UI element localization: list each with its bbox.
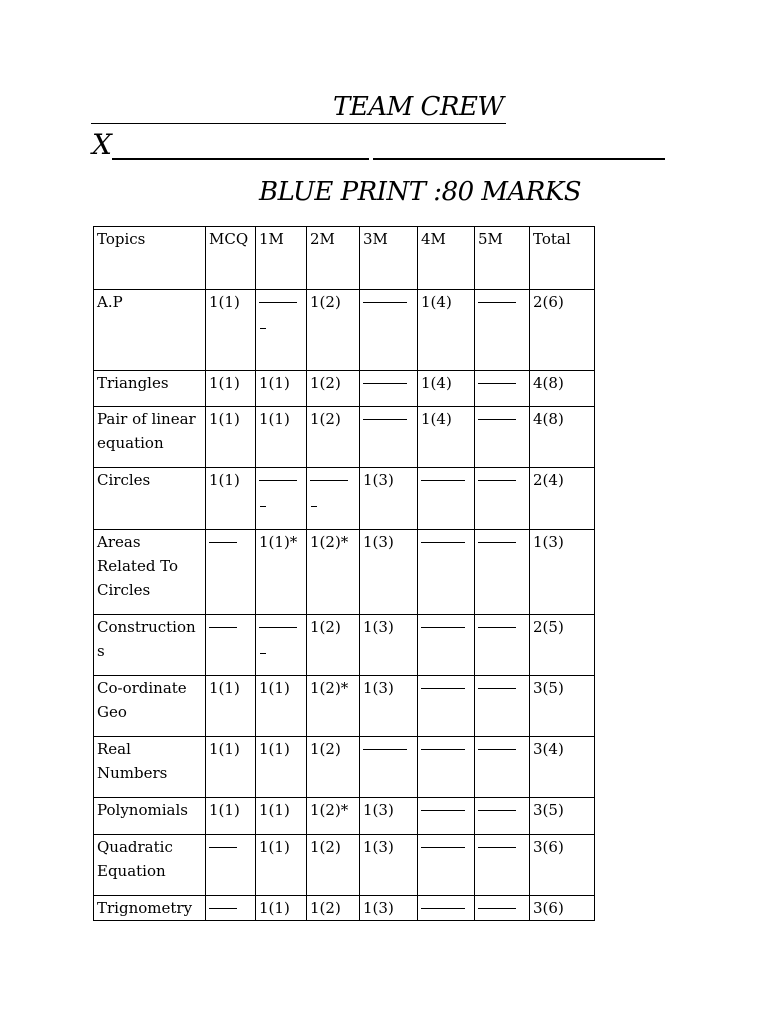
3m-cell: 1(3) <box>360 896 418 921</box>
topic-cell: Quadratic Equation <box>94 835 206 896</box>
total-cell: 3(5) <box>530 798 595 835</box>
blank-cell <box>475 835 530 896</box>
3m-cell: 1(3) <box>360 676 418 737</box>
title-underline <box>91 123 506 124</box>
1m-cell: 1(1) <box>256 676 307 737</box>
3m-cell: 1(3) <box>360 615 418 676</box>
blank-cell <box>256 468 307 530</box>
total-cell: 1(3) <box>530 530 595 615</box>
blank-cell <box>475 407 530 468</box>
mcq-cell: 1(1) <box>206 290 256 371</box>
table-row <box>94 798 595 835</box>
2m-cell: 1(2)* <box>307 530 360 615</box>
2m-cell: 1(2) <box>307 371 360 407</box>
table-row <box>94 615 595 676</box>
blank-cell <box>307 468 360 530</box>
blank-cell <box>475 676 530 737</box>
2m-cell: 1(2) <box>307 737 360 798</box>
2m-cell: 1(2) <box>307 835 360 896</box>
2m-cell: 1(2) <box>307 290 360 371</box>
blank-cell <box>256 615 307 676</box>
1m-cell: 1(1) <box>256 798 307 835</box>
1m-cell: 1(1)* <box>256 530 307 615</box>
total-cell: 2(6) <box>530 290 595 371</box>
topic-cell: Construction s <box>94 615 206 676</box>
table-row <box>94 737 595 798</box>
topic-cell: Co-ordinate Geo <box>94 676 206 737</box>
blank-cell <box>418 737 475 798</box>
blank-cell <box>418 676 475 737</box>
total-cell: 4(8) <box>530 371 595 407</box>
table-row <box>94 676 595 737</box>
blank-cell <box>475 615 530 676</box>
total-cell: 3(4) <box>530 737 595 798</box>
team-title: TEAM CREW <box>333 92 504 122</box>
table-row <box>94 530 595 615</box>
column-header: 5M <box>475 227 530 290</box>
table-header-row <box>94 227 595 290</box>
column-header: 1M <box>256 227 307 290</box>
mcq-cell: 1(1) <box>206 798 256 835</box>
4m-cell: 1(4) <box>418 407 475 468</box>
topic-cell: Polynomials <box>94 798 206 835</box>
2m-cell: 1(2) <box>307 407 360 468</box>
table-row <box>94 468 595 530</box>
column-header: Total <box>530 227 595 290</box>
blank-cell <box>418 896 475 921</box>
topic-cell: Circles <box>94 468 206 530</box>
class-label: X <box>92 128 112 161</box>
table-row <box>94 407 595 468</box>
4m-cell: 1(4) <box>418 290 475 371</box>
blank-cell <box>475 737 530 798</box>
mcq-cell: 1(1) <box>206 468 256 530</box>
1m-cell: 1(1) <box>256 407 307 468</box>
2m-cell: 1(2)* <box>307 798 360 835</box>
table-row <box>94 371 595 407</box>
3m-cell: 1(3) <box>360 530 418 615</box>
blank-cell <box>360 371 418 407</box>
topic-cell: Areas Related To Circles <box>94 530 206 615</box>
blank-cell <box>360 737 418 798</box>
table-row <box>94 896 595 921</box>
column-header: Topics <box>94 227 206 290</box>
table-row <box>94 835 595 896</box>
blank-cell <box>475 798 530 835</box>
topic-cell: Real Numbers <box>94 737 206 798</box>
total-cell: 3(6) <box>530 835 595 896</box>
1m-cell: 1(1) <box>256 737 307 798</box>
mcq-cell: 1(1) <box>206 737 256 798</box>
blueprint-table <box>93 226 595 921</box>
2m-cell: 1(2) <box>307 615 360 676</box>
class-underline-extension <box>373 158 665 160</box>
topic-cell: A.P <box>94 290 206 371</box>
blank-cell <box>475 896 530 921</box>
total-cell: 2(4) <box>530 468 595 530</box>
blank-cell <box>475 468 530 530</box>
1m-cell: 1(1) <box>256 896 307 921</box>
blank-cell <box>418 530 475 615</box>
column-header: 4M <box>418 227 475 290</box>
blank-cell <box>206 615 256 676</box>
blank-cell <box>418 615 475 676</box>
topic-cell: Pair of linear equation <box>94 407 206 468</box>
column-header: 3M <box>360 227 418 290</box>
blank-cell <box>360 407 418 468</box>
blank-cell <box>418 468 475 530</box>
mcq-cell: 1(1) <box>206 407 256 468</box>
blank-cell <box>360 290 418 371</box>
blank-cell <box>206 835 256 896</box>
3m-cell: 1(3) <box>360 835 418 896</box>
blank-cell <box>418 798 475 835</box>
2m-cell: 1(2) <box>307 896 360 921</box>
3m-cell: 1(3) <box>360 798 418 835</box>
blank-cell <box>475 530 530 615</box>
mcq-cell: 1(1) <box>206 676 256 737</box>
4m-cell: 1(4) <box>418 371 475 407</box>
2m-cell: 1(2)* <box>307 676 360 737</box>
3m-cell: 1(3) <box>360 468 418 530</box>
blank-cell <box>206 896 256 921</box>
1m-cell: 1(1) <box>256 835 307 896</box>
blank-cell <box>475 290 530 371</box>
topic-cell: Triangles <box>94 371 206 407</box>
1m-cell: 1(1) <box>256 371 307 407</box>
class-underline <box>112 158 369 160</box>
blank-cell <box>418 835 475 896</box>
total-cell: 2(5) <box>530 615 595 676</box>
total-cell: 3(5) <box>530 676 595 737</box>
mcq-cell: 1(1) <box>206 371 256 407</box>
blank-cell <box>256 290 307 371</box>
total-cell: 3(6) <box>530 896 595 921</box>
total-cell: 4(8) <box>530 407 595 468</box>
column-header: 2M <box>307 227 360 290</box>
topic-cell: Trignometry <box>94 896 206 921</box>
column-header: MCQ <box>206 227 256 290</box>
blank-cell <box>475 371 530 407</box>
blueprint-title: BLUE PRINT :80 MARKS <box>259 177 582 207</box>
blank-cell <box>206 530 256 615</box>
table-row <box>94 290 595 371</box>
